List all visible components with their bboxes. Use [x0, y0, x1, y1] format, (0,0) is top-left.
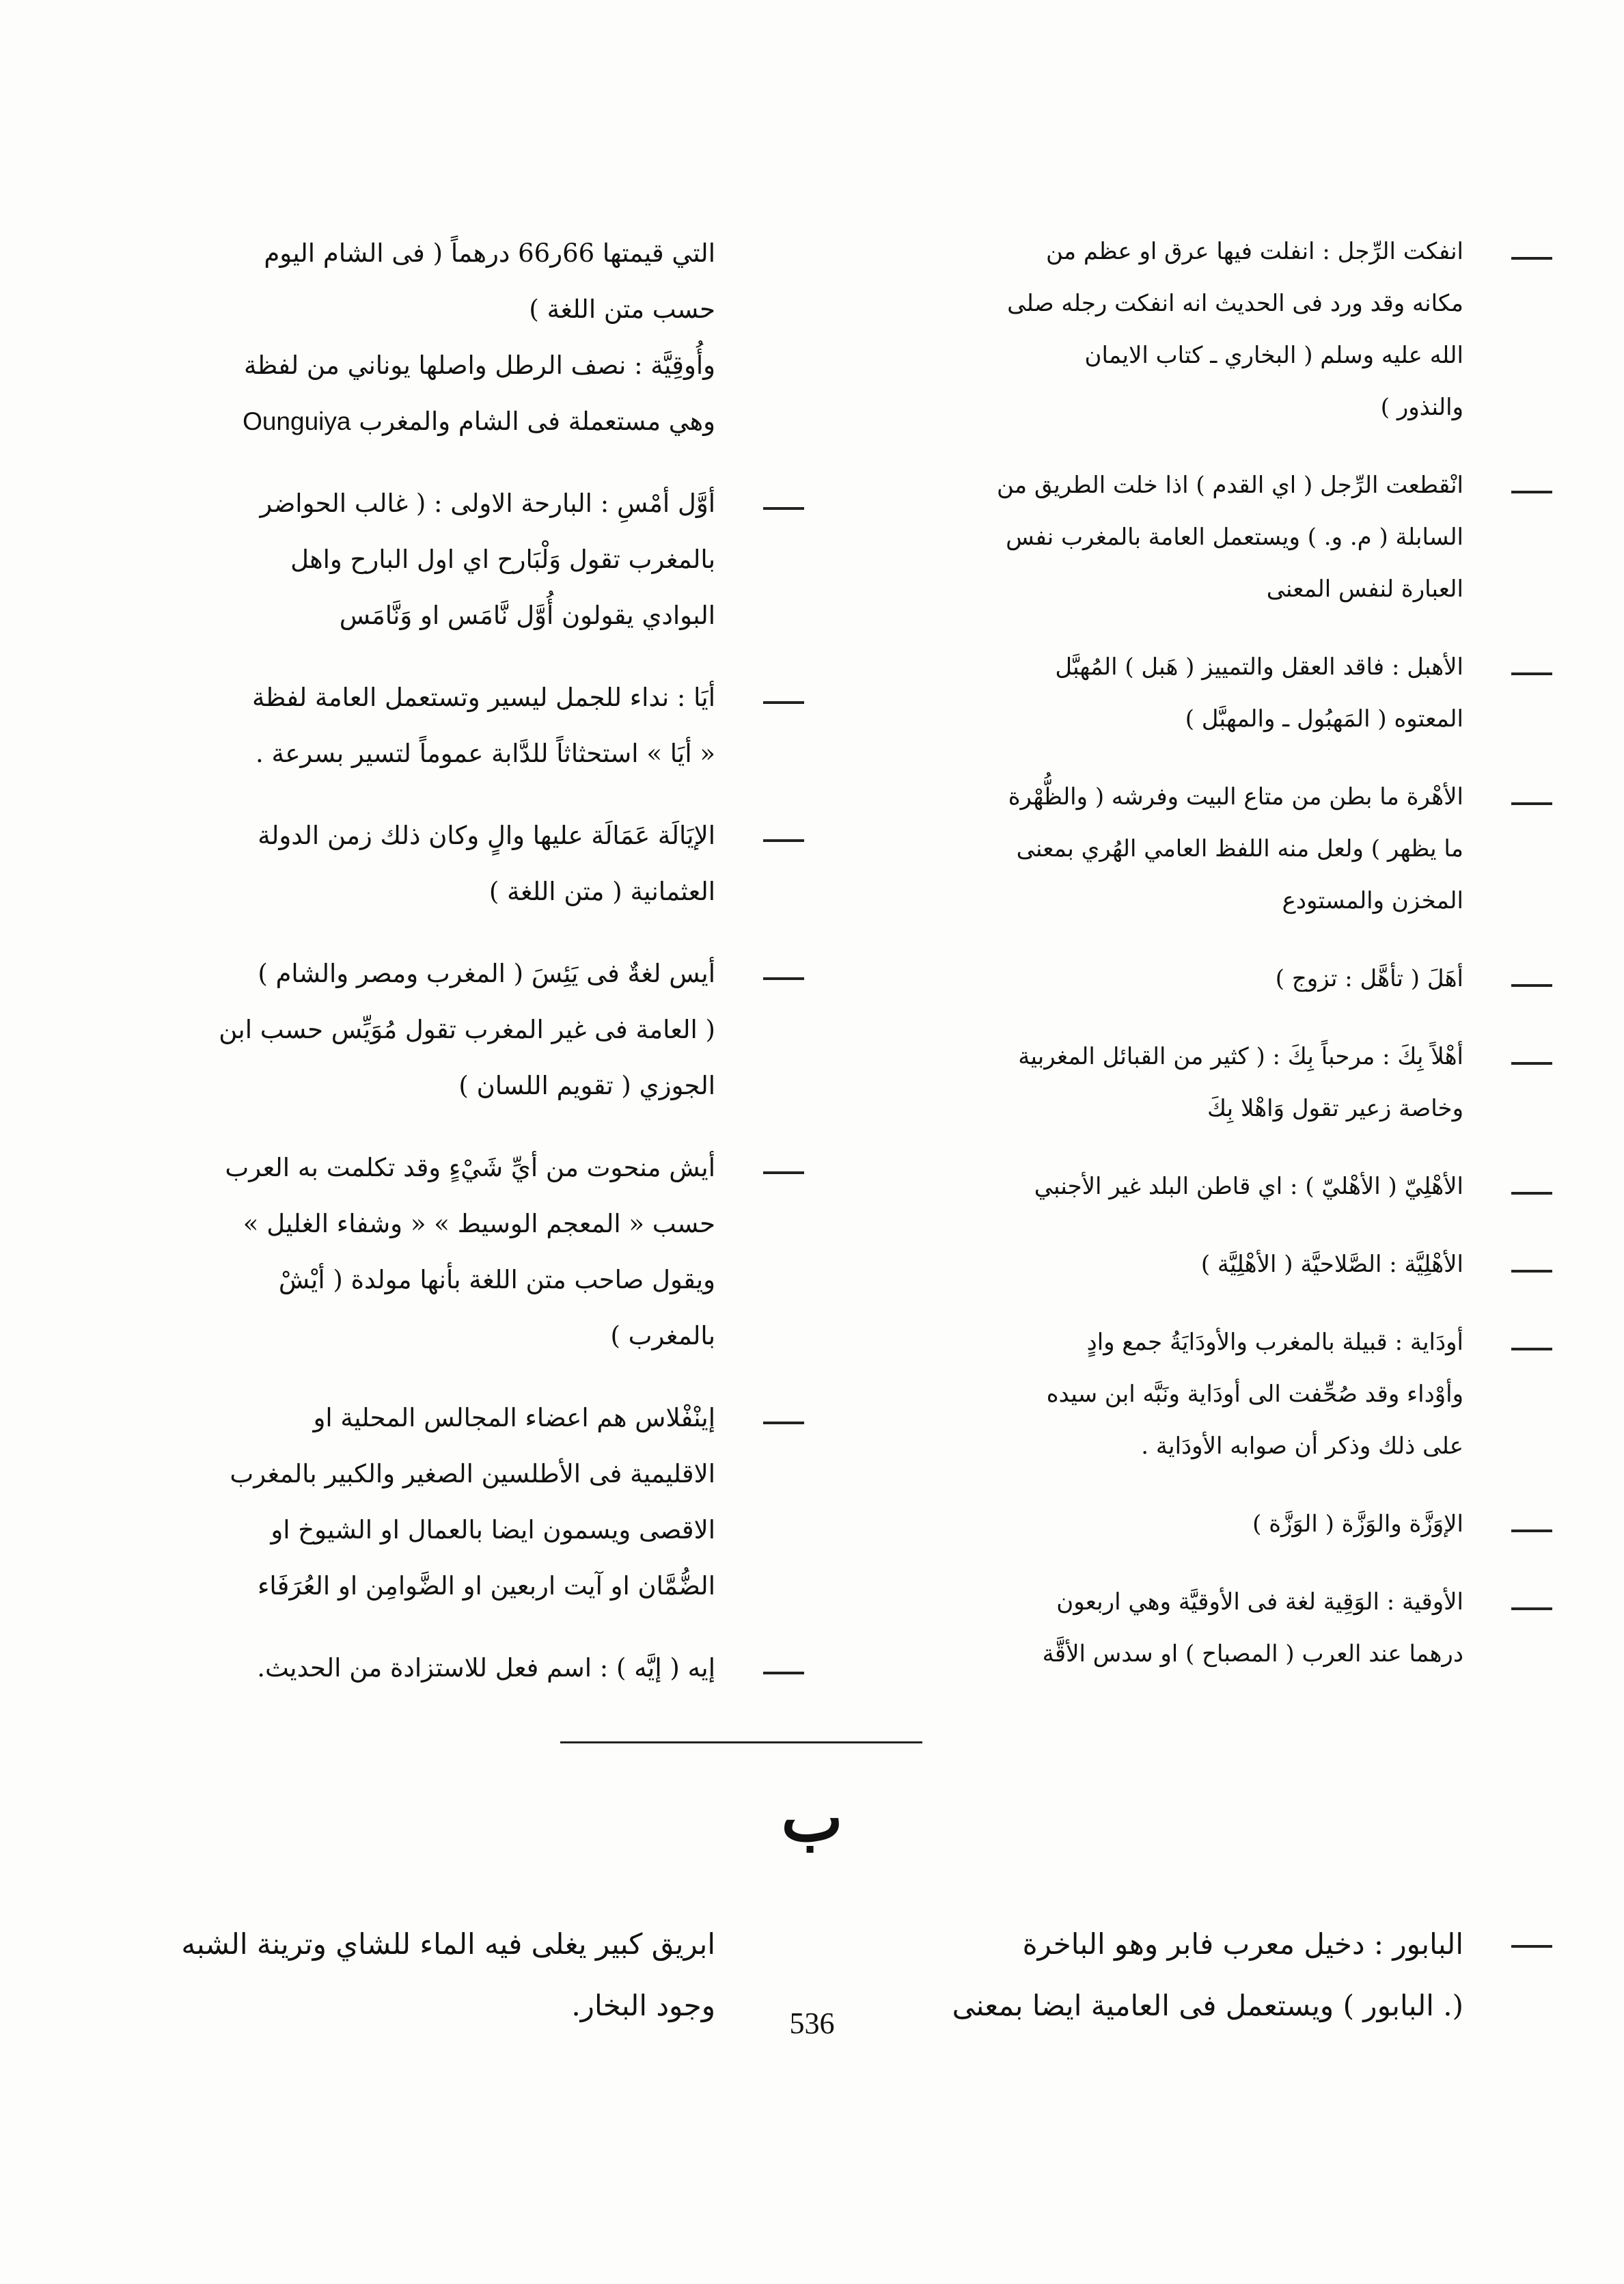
dictionary-entry: [114, 1390, 715, 1614]
entry-line: بالمغرب ): [610, 1321, 715, 1350]
dictionary-entry: [862, 771, 1463, 927]
entry-line: الأهْلِيّ ( الأهْليّ ) : اي قاطن البلد غير الأجنبي: [1034, 1173, 1463, 1200]
entry-line: مكانه وقد ورد فى الحديث انه انفكت رجله صلى: [1007, 290, 1463, 317]
entry-line: حسب متن اللغة ): [529, 295, 715, 324]
page-number: 536: [789, 2007, 835, 2040]
entry-line: الاقصى ويسمون ايضا بالعمال او الشيوخ او: [271, 1515, 715, 1545]
entry-line: الاقليمية فى الأطلسين الصغير والكبير بالمغرب: [230, 1459, 715, 1488]
entry-line: « أيَا » استحثاثاً للدَّابة عموماً لتسير بسرعة .: [255, 739, 715, 768]
dictionary-entry: [862, 953, 1463, 1005]
dictionary-entry: [862, 1498, 1463, 1550]
entry-line: إيه ( إيَّه ) : اسم فعل للاستزادة من الحديث.: [257, 1653, 715, 1683]
entry-line: المعتوه ( المَهبُول ـ والمهبَّل ): [1185, 705, 1463, 733]
entry-line: على ذلك وذكر أن صوابه الأودَاية .: [1141, 1432, 1463, 1460]
entry-line: ( العامة فى غير المغرب تقول مُوَيِّس حسب ابن: [219, 1015, 715, 1044]
entry-line: البوادي يقولون أُوَّل نَّامَس او وَنَّامَس: [339, 601, 715, 630]
entry-line: بالمغرب تقول وَلْبَارح اي اول البارح واهل: [290, 545, 715, 574]
entry-line: الله عليه وسلم ( البخاري ـ كتاب الايمان: [1084, 342, 1463, 369]
entry-line: أيس لغةٌ فى يَئِسَ ( المغرب ومصر والشام ): [258, 959, 715, 988]
dictionary-entry: [862, 226, 1463, 433]
entry-line: انْقطعت الرِّجل ( اي القدم ) اذا خلت الطريق من: [997, 472, 1463, 499]
entry-line: إينْفْلاس هم اعضاء المجالس المحلية او: [313, 1403, 715, 1432]
dictionary-entry: [114, 1140, 715, 1364]
entry-line: درهما عند العرب ( المصباح ) او سدس الأقَّة: [1042, 1640, 1463, 1668]
entry-line: السابلة ( م. و. ) ويستعمل العامة بالمغرب نفس: [1006, 524, 1463, 551]
dictionary-entry: [114, 1640, 715, 1696]
dictionary-entry: [114, 476, 715, 644]
section-letter: ب: [781, 1779, 843, 1856]
entry-line: أودَاية : قبيلة بالمغرب والأودَايَةُ جمع وادٍ: [1086, 1329, 1463, 1356]
entry-line: وهي مستعملة فى الشام والمغرب Ounguiya: [243, 407, 715, 436]
entry-line: البابور : دخيل معرب فابر وهو الباخرة: [1022, 1927, 1463, 1961]
latin-term: Ounguiya: [243, 407, 351, 435]
entry-line: أهَلَ ( تأهَّل : تزوج ): [1275, 965, 1463, 992]
entry-line: وأُوقِيَّة : نصف الرطل واصلها يوناني من لفظة: [243, 351, 715, 380]
entry-line: ما يظهر ) ولعل منه اللفظ العامي الهُري بمعنى: [1016, 835, 1463, 862]
left-column: [114, 226, 715, 1722]
entry-line: ويقول صاحب متن اللغة بأنها مولدة ( أيْشْ: [278, 1265, 715, 1294]
dictionary-entry: [114, 808, 715, 920]
entry-line: الأوقية : الوَقِية لغة فى الأوقيَّة وهي اربعون: [1056, 1588, 1463, 1616]
entry-line: أهْلاً بِكَ : مرحباً بِكَ : ( كثير من القبائل المغربية: [1018, 1043, 1463, 1070]
entry-line: الأهْرة ما بطن من متاع البيت وفرشه ( والظُّهْرة: [1008, 783, 1463, 811]
entry-line: وخاصة زعير تقول وَاهْلا بِكَ: [1207, 1095, 1463, 1122]
entry-line: أيَا : نداء للجمل ليسير وتستعمل العامة لفظة: [252, 683, 715, 712]
entry-line: (. البابور ) ويستعمل فى العامية ايضا بمعنى: [952, 1989, 1463, 2022]
dictionary-entry: [114, 670, 715, 782]
dictionary-entry: [862, 641, 1463, 745]
entry-line: والنذور ): [1380, 394, 1463, 421]
dictionary-entry: [114, 226, 715, 450]
entry-line: وجود البخار.: [571, 1989, 715, 2022]
entry-line: العبارة لنفس المعنى: [1266, 575, 1463, 603]
right-column: [862, 226, 1463, 1706]
dictionary-entry: [114, 946, 715, 1114]
entry-line: وأوْداء وقد صُحِّفت الى أودَاية ونَبَّه ابن سيده: [1046, 1381, 1463, 1408]
entry-line: أيش منحوت من أيِّ شَيْءٍ وقد تكلمت به العرب: [225, 1153, 715, 1182]
entry-line: العثمانية ( متن اللغة ): [488, 877, 715, 906]
dictionary-entry: [862, 1316, 1463, 1472]
entry-line: الجوزي ( تقويم اللسان ): [458, 1071, 715, 1100]
entry-line: المخزن والمستودع: [1282, 887, 1463, 914]
entry-line: الإوَزَّة والوَزَّة ( الوَزَّة ): [1252, 1510, 1463, 1538]
entry-line: انفكت الرِّجل : انفلت فيها عرق او عظم من: [1045, 238, 1463, 265]
entry-line: التي قيمتها 66ر66 درهماً ( فى الشام اليوم: [264, 239, 715, 268]
entry-line: الضُّمَّان او آيت اربعين او الضَّوامِن او العُرَفَاء: [258, 1571, 715, 1601]
entry-line: أوَّل أمْسِ : البارحة الاولى : ( غالب الحواضر: [260, 489, 715, 518]
dictionary-entry: [862, 1238, 1463, 1290]
dictionary-entry: [862, 1576, 1463, 1680]
entry-line: الإيَالَة عَمَالَة عليها والٍ وكان ذلك زمن الدولة: [258, 821, 715, 850]
entry-line: الأهْلِيَّة : الصَّلاحيَّة ( الأهْلِيَّة ): [1200, 1251, 1463, 1278]
entry-line: حسب « المعجم الوسيط » « وشفاء الغليل »: [243, 1209, 715, 1238]
section-divider: [560, 1741, 922, 1743]
dictionary-entry: [862, 1160, 1463, 1212]
dictionary-entry: [862, 459, 1463, 615]
entry-line: الأهبل : فاقد العقل والتمييز ( هَبل ) المُهبَّل: [1055, 653, 1463, 681]
dictionary-entry: [862, 1031, 1463, 1134]
entry-line: ابريق كبير يغلى فيه الماء للشاي وترينة الشبه: [181, 1927, 715, 1961]
